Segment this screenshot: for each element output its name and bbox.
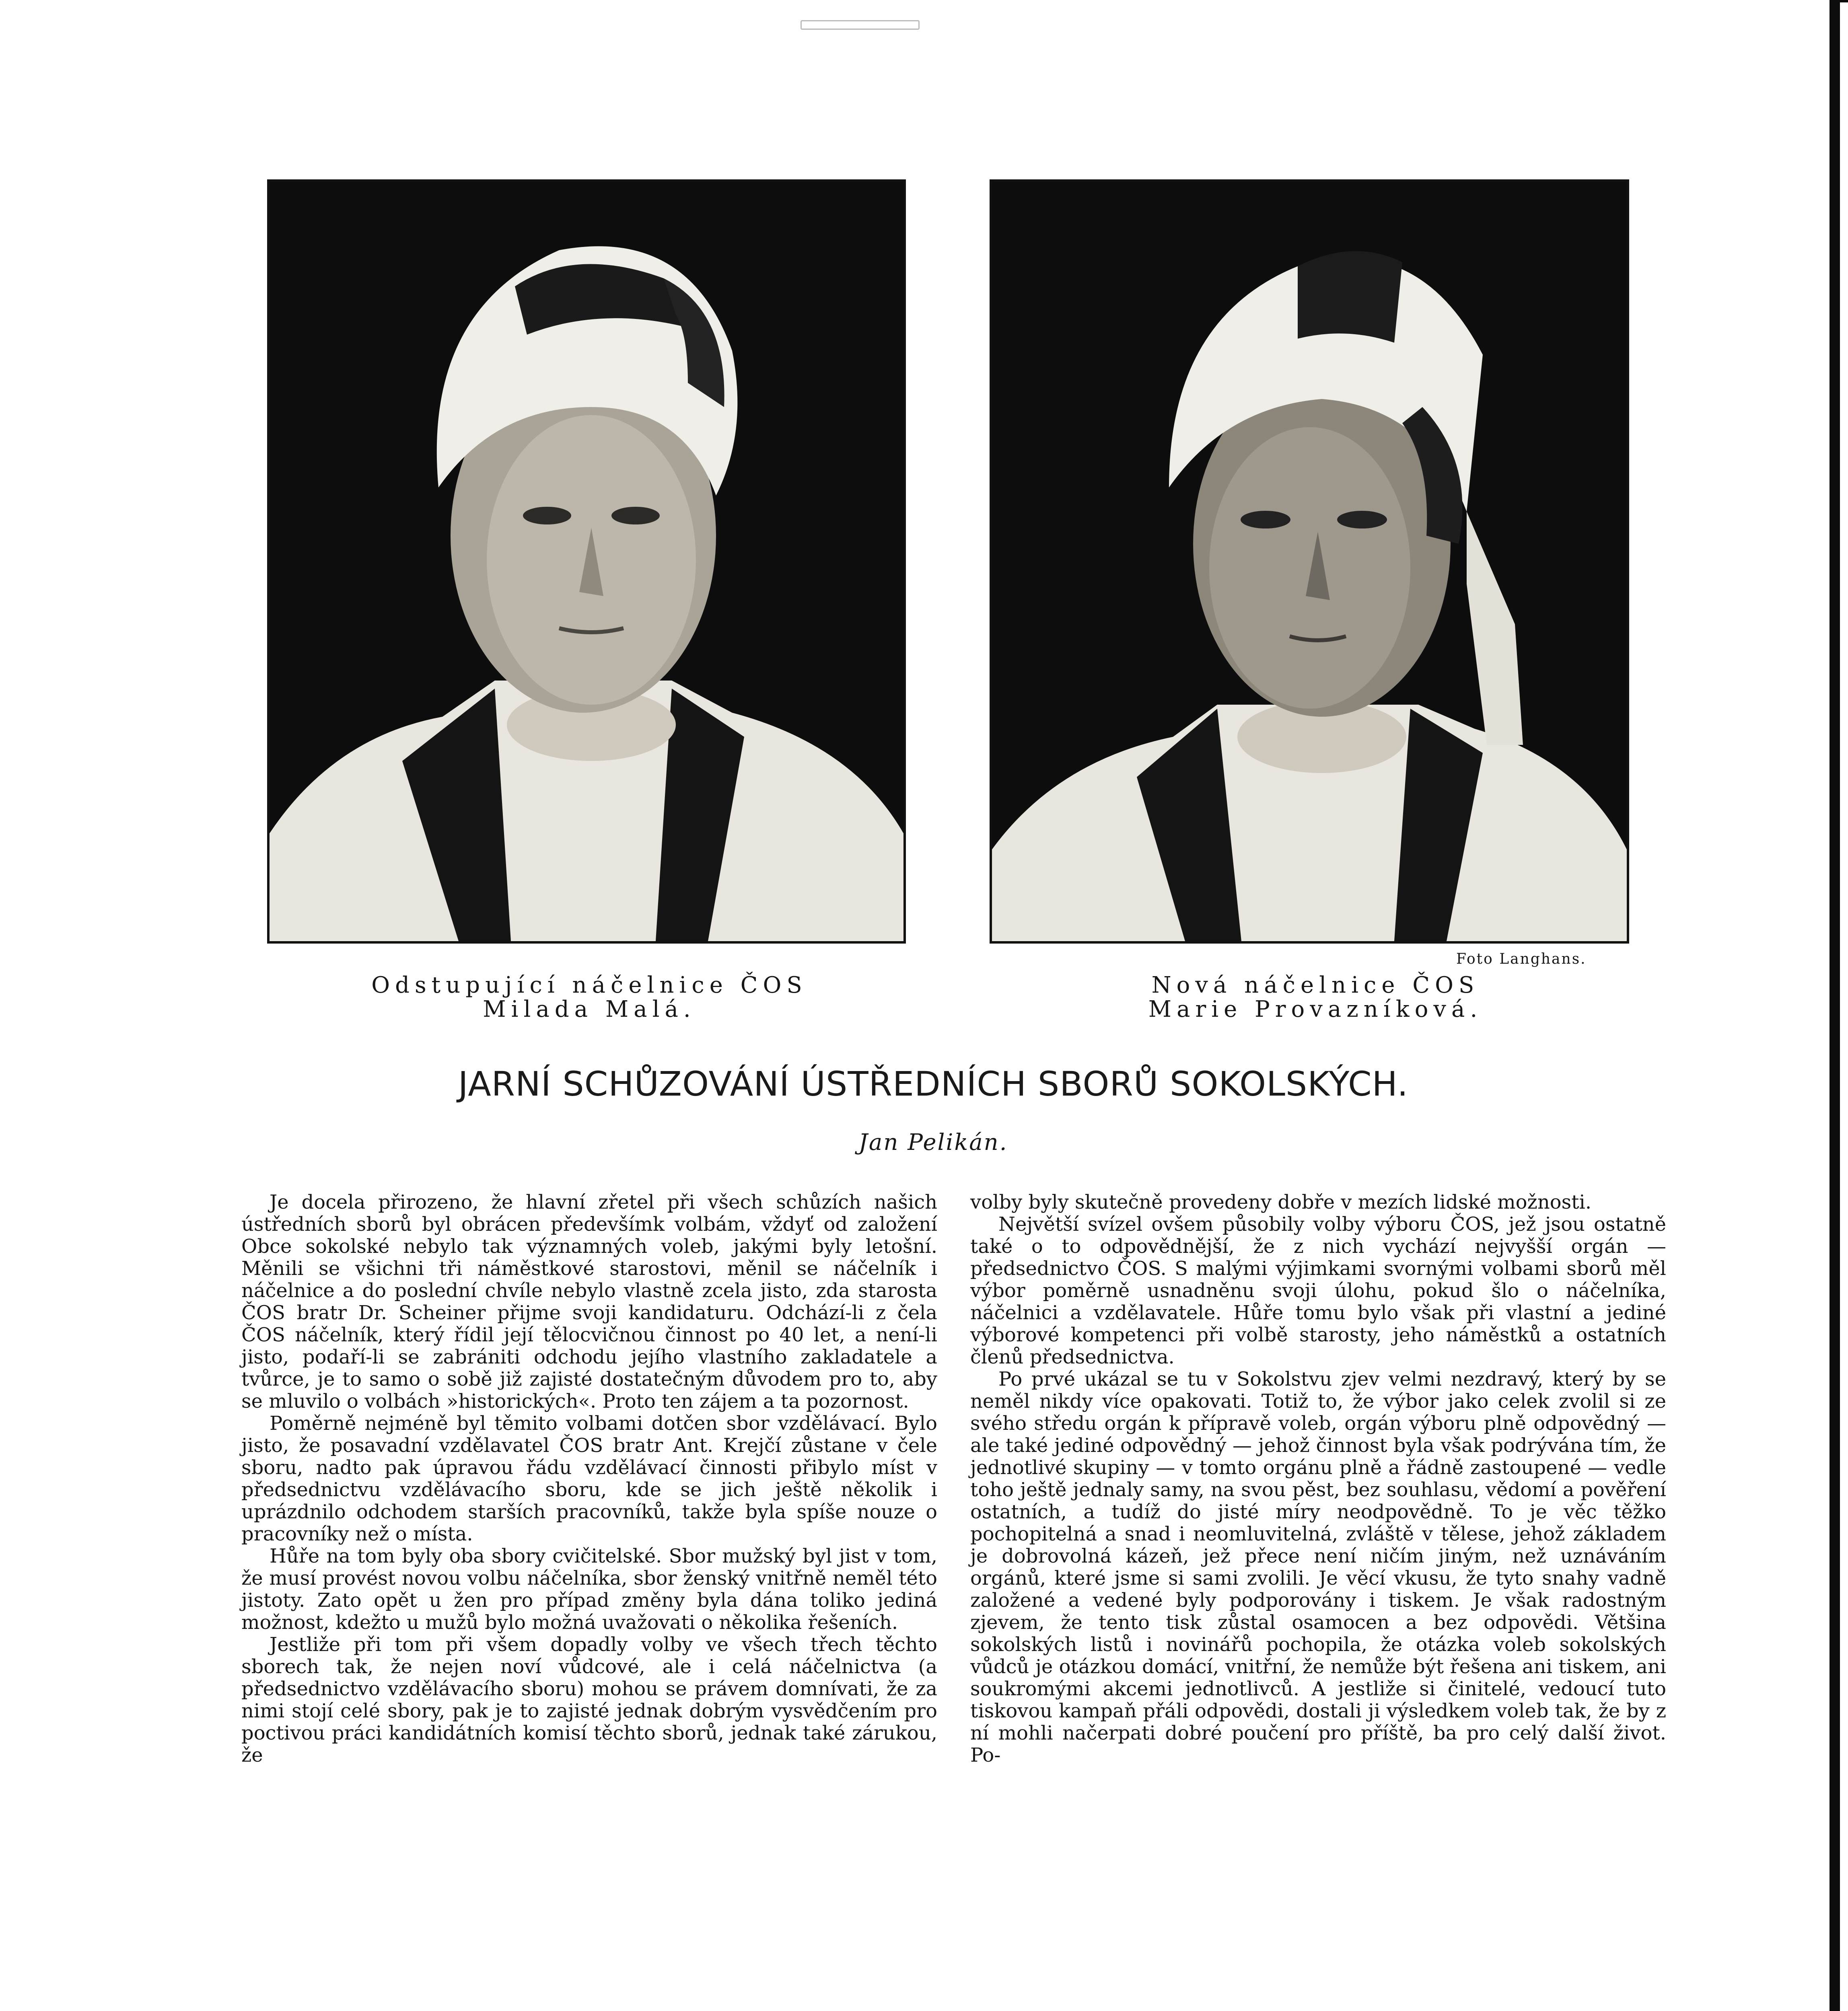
- paragraph: Hůře na tom byly oba sbory cvičitelské. Sbor mužský byl jist v tom, že musí provést novou volbu náčelníka, sbor ženský vnitřně neměl této jistoty. Zato opět u žen pro případ změny byla dána toliko jediná možnost, kdežto u mužů bylo možná uvažovati o několika řešeních.: [241, 1545, 937, 1634]
- scan-tab-mark: [801, 20, 920, 30]
- portrait-left-illustration: [270, 182, 903, 941]
- paragraph: Největší svízel ovšem působily volby výboru ČOS, jež jsou ostatně také o to odpovědnější, že z nich vychází nejvyšší orgán — předsednictvo ČOS. S malými výjimkami svornými volbami sborů měl výbor poměrně usnadněnu svoji úlohu, pokud šlo o náčelníka, náčelnici a vzdělavatele. Hůře tomu bylo však při vlastní a jediné výborové kompetenci při volbě starosty, jeho náměstků a ostatních členů předsednictva.: [970, 1213, 1666, 1368]
- photo-milada-mala: [267, 179, 906, 944]
- caption-right-line2: Marie Provazníková.: [1148, 996, 1483, 1022]
- caption-left: [342, 973, 837, 1022]
- caption-right-line1: Nová náčelnice ČOS: [1151, 972, 1480, 998]
- article-author: Jan Pelikán.: [858, 1129, 1008, 1156]
- paragraph: volby byly skutečně provedeny dobře v mezích lidské možnosti.: [970, 1191, 1592, 1213]
- paragraph: Je docela přirozeno, že hlavní zřetel při všech schůzích našich ústředních sborů byl obrácen předevšímk volbám, vždyť od založení Obce sokolské nebylo tak významných voleb, jakými byly letošní. Měnili se všichni tři náměstkové starostovi, měnil se náčelník i náčelnice a do poslední chvíle nebylo vlastně zcela jisto, zda starosta ČOS bratr Dr. Scheiner přijme svoji kandidaturu. Odchází-li z čela ČOS náčelník, který řídil její tělocvičnou činnost po 40 let, a není-li jisto, podaří-li se zabrániti odchodu jejího vlastního zakladatele a tvůrce, je to samo o sobě již zajisté dostatečným důvodem pro to, aby se mluvilo o volbách »historických«. Proto ten zájem a ta pozornost.: [241, 1191, 937, 1413]
- scan-border-right: [1829, 0, 1840, 2011]
- paragraph: Po prvé ukázal se tu v Sokolstvu zjev velmi nezdravý, který by se neměl nikdy více opakovati. Totiž to, že výbor jako celek zvolil si ze svého středu orgán k přípravě voleb, orgán výboru plně odpovědný — ale také jediné odpovědný — jehož činnost byla však podrývána tím, že jednotlivé skupiny — v tomto orgánu plně a řádně zastoupené — vedle toho ještě jednaly samy, na svou pěst, bez souhlasu, vědomí a pověření ostatních, a tudíž do jisté míry neodpovědně. To je věc těžko pochopitelná a snad i neomluvitelná, zvláště v tělese, jehož základem je dobrovolná kázeň, jež přece není ničím jiným, než uznáváním orgánů, které jsme si sami zvolili. Je věcí vkusu, že tyto snahy vadně založené a vedené byly podporovány i tiskem. Je však radostným zjevem, že tento tisk zůstal osamocen a bez odpovědi. Většina sokolských listů i novinářů pochopila, že otázka voleb sokolských vůdců je otázkou domácí, vnitřní, že nemůže být řešena ani tiskem, ani soukromými akcemi jednotlivců. A jestliže si činitelé, vedoucí tuto tiskovou kampaň přáli odpovědi, dostali ji výsledkem voleb tak, že by z ní mohli načerpati dobré poučení pro příště, ba pro celý další život. Po-: [970, 1368, 1666, 1766]
- photo-credit: Foto Langhans.: [1456, 951, 1587, 967]
- caption-left-line2: Milada Malá.: [483, 996, 696, 1022]
- paragraph: Poměrně nejméně byl těmito volbami dotčen sbor vzdělávací. Bylo jisto, že posavadní vzdělavatel ČOS bratr Ant. Krejčí zůstane v čele sboru, nadto pak úpravou řádu vzdělávací činnosti přibylo míst v předsednictvu vzdělávacího sboru, kde se jich ještě několik i uprázdnilo odchodem starších pracovníků, takže byla spíše nouze o pracovníky než o místa.: [241, 1412, 937, 1545]
- caption-left-line1: Odstupující náčelnice ČOS: [371, 972, 807, 998]
- scan-border-top: [1829, 0, 1848, 2]
- text-column-left: [241, 1191, 937, 1766]
- article-title: JARNÍ SCHŮZOVÁNÍ ÚSTŘEDNÍCH SBORŮ SOKOLSKÝCH.: [458, 1064, 1409, 1104]
- portrait-right-illustration: [992, 182, 1627, 941]
- caption-right: [1122, 973, 1508, 1022]
- paragraph: Jestliže při tom při všem dopadly volby ve všech třech těchto sborech tak, že nejen noví vůdcové, ale i celá náčelnictva (a předsednictvo vzdělávacího sboru) mohou se právem domnívati, že za nimi stojí celé sbory, pak je to zajisté jednak dobrým vysvědčením pro poctivou práci kandidátních komisí těchto sborů, jednak také zárukou, že: [241, 1633, 937, 1766]
- text-column-right: [970, 1191, 1666, 1766]
- photo-marie-provaznikova: [990, 179, 1629, 944]
